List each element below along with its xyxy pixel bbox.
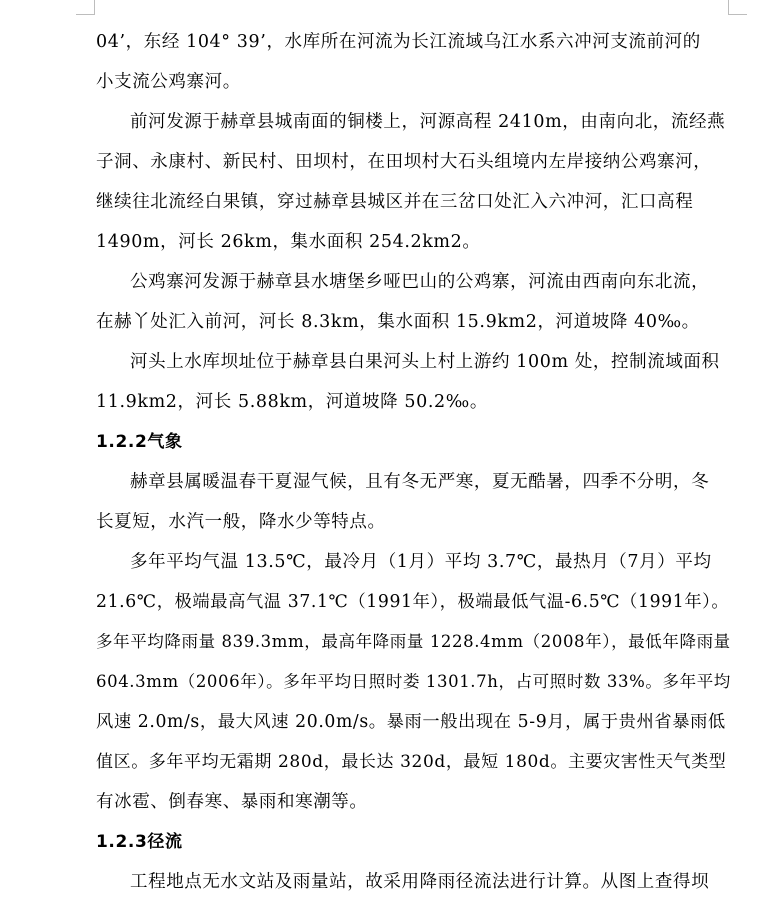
margin-corner-mark-left xyxy=(76,0,95,15)
text-line: 工程地点无水文站及雨量站，故采用降雨径流法进行计算。从图上查得坝 xyxy=(130,872,710,892)
section-heading: 1.2.2气象 xyxy=(96,432,183,452)
document-body xyxy=(96,22,732,902)
text-line: 前河发源于赫章县城南面的铜楼上，河源高程 2410m，由南向北，流经燕 xyxy=(130,112,726,132)
section-heading: 1.2.3径流 xyxy=(96,832,183,852)
text-line: 子洞、永康村、新民村、田坝村，在田坝村大石头组境内左岸接纳公鸡寨河， xyxy=(96,152,712,172)
text-line: 在赫丫处汇入前河，河长 8.3km，集水面积 15.9km2，河道坡降 40‰。 xyxy=(96,312,700,332)
text-line: 风速 2.0m/s，最大风速 20.0m/s。暴雨一般出现在 5-9月，属于贵州省暴雨低 xyxy=(96,712,726,732)
text-line: 小支流公鸡寨河。 xyxy=(96,72,241,92)
text-line: 1490m，河长 26km，集水面积 254.2km2。 xyxy=(96,232,481,252)
text-line: 11.9km2，河长 5.88km，河道坡降 50.2‰。 xyxy=(96,392,488,412)
text-line: 多年平均气温 13.5℃，最冷月（1月）平均 3.7℃，最热月（7月）平均 xyxy=(130,552,712,572)
text-line: 21.6℃，极端最高气温 37.1℃（1991年），极端最低气温-6.5℃（1991年）。 xyxy=(96,592,730,612)
text-line: 河头上水库坝址位于赫章县白果河头上村上游约 100m 处，控制流域面积 xyxy=(130,352,720,372)
text-line: 604.3mm（2006年）。多年平均日照时娄 1301.7h，占可照时数 33%。多年平均 xyxy=(96,672,731,691)
text-line: 长夏短，水汽一般，降水少等特点。 xyxy=(96,512,386,532)
text-line: 赫章县属暖温春干夏湿气候，且有冬无严寒，夏无酷暑，四季不分明，冬 xyxy=(130,472,710,492)
margin-corner-mark-right xyxy=(728,0,747,15)
text-line: 公鸡寨河发源于赫章县水塘堡乡哑巴山的公鸡寨，河流由西南向东北流， xyxy=(130,272,710,292)
text-line: 有冰雹、倒春寒、暴雨和寒潮等。 xyxy=(96,792,368,812)
text-line: 多年平均降雨量 839.3mm，最高年降雨量 1228.4mm（2008年），最低年降雨量 xyxy=(96,632,731,651)
text-line: 继续往北流经白果镇，穿过赫章县城区并在三岔口处汇入六冲河，汇口高程 xyxy=(96,192,694,212)
text-line: 04’，东经 104° 39’，水库所在河流为长江流域乌江水系六冲河支流前河的 xyxy=(96,32,701,52)
text-line: 值区。多年平均无霜期 280d，最长达 320d，最短 180d。主要灾害性天气类型 xyxy=(96,752,727,772)
